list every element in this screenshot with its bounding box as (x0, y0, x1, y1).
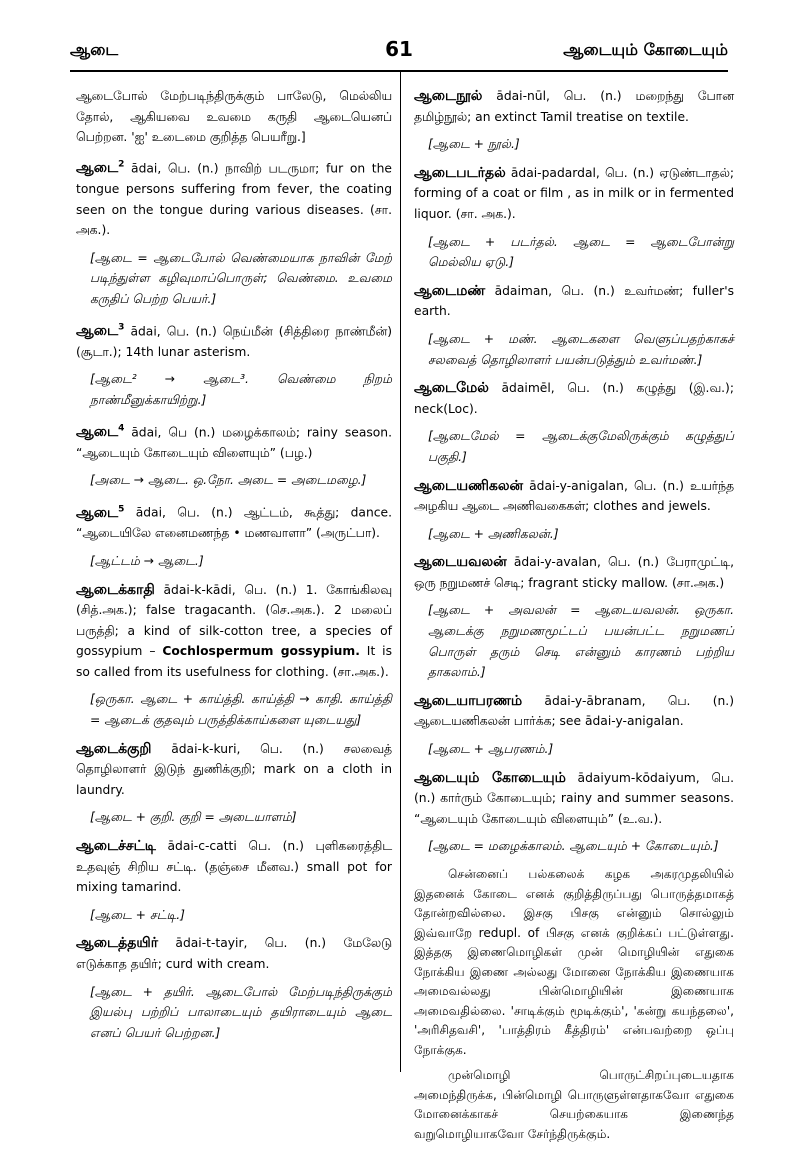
page-number: 61 (385, 37, 413, 61)
etymology-note: [ஆட்டம் → ஆடை.] (90, 553, 204, 568)
headword (414, 88, 482, 104)
headword-text: ஆடை (76, 504, 119, 521)
headword-text: ஆடைபடர்தல் (414, 164, 506, 181)
headword (76, 323, 124, 339)
dictionary-entry (414, 281, 734, 322)
etymology-note: [அடை → ஆடை. ஒ.நோ. அடை = அடைமழை.] (90, 473, 367, 488)
headword (76, 935, 158, 951)
homonym-number: 2 (118, 159, 125, 170)
right-column (414, 86, 734, 1150)
headword-text: ஆடையவலன் (414, 554, 507, 571)
etymology-note: [ஆடை = ஆடைபோல் வெண்மையாக நாவின் மேற் படிந்துள்ள கழிவுமாப்பொருள்; வெண்மை. உவமை கருதிப் பெற்ற பெயர்.] (90, 250, 392, 306)
headword (76, 838, 156, 854)
headword (76, 160, 124, 176)
dictionary-entry (414, 768, 734, 830)
etymology-note: [ஆடை + அணிகலன்.] (428, 526, 559, 541)
entry-definition: ādai-y-ābranam, பெ. (n.) ஆடையணிகலன் பார்க்க; see ādai-y-anigalan. (414, 693, 734, 729)
scientific-name: Cochlospermum gossypium. (162, 644, 360, 659)
etymology-note: [ஆடை + ஆபரணம்.] (428, 742, 554, 757)
dictionary-entry (414, 378, 734, 419)
headword (414, 380, 489, 396)
homonym-number: 3 (118, 322, 125, 333)
dictionary-entry (76, 739, 392, 801)
commentary-paragraph: சென்னைப் பல்கலைக் கழக அகரமுதலியில் இதனைக் கோடை எனக் குறித்திருப்பது பொருத்தமாகத் தோன்றவில்லை. இசகு பிசகு என்னும் சொல்லும் இவ்வாறே redupl. of பிசகு எனக் குறிக்கப் பட்டுள்ளது. இத்தகு இணைமொழிகள் முன் மொழியின் எதுகை நோக்கிய இணை அல்லது மோனை நோக்கிய இணையாக அமைவல்லது பின்மொழியின் இணையாக அமைவதில்லை. 'சாடிக்கும் மூடிக்கும்', 'கன்று கயந்தலை', 'அரிசிதவசி', 'பாத்திரம் கீத்திரம்' என்பவற்றை ஒப்பு நோக்குக. (414, 867, 734, 1057)
headword (414, 554, 507, 570)
entry-definition: ādai, பெ. (n.) நாவிற் படருமா; fur on the tongue persons suffering from fever, the coating seen on the tongue during various diseases. (சா. அக.). (76, 161, 392, 238)
headword (76, 505, 124, 521)
dictionary-entry (414, 691, 734, 732)
dictionary-entry (76, 499, 392, 544)
headword-text: ஆடைத்தயிர் (76, 935, 159, 952)
headword (76, 582, 155, 598)
headword-text: ஆடை (76, 424, 119, 441)
entry-definition: ādai, பெ. (n.) ஆட்டம், கூத்து; dance. “ஆடையிலே எனைமணந்த • மணவாளா” (அருட்பா). (76, 505, 392, 541)
dictionary-entry (76, 419, 392, 464)
headword (76, 741, 151, 757)
dictionary-entry (76, 580, 392, 683)
homonym-number: 5 (118, 504, 125, 515)
commentary-paragraph: முன்மொழி பொருட்சிறப்புடையதாக அமைந்திருக்க, பின்மொழி பொருளுள்ளதாகவோ எதுகை மோனைக்காகச் செயற்கையாக இணைந்த வறுமொழியாகவோ சேர்ந்திருக்கும். (414, 1068, 734, 1141)
etymology-note: [ஆடை² → ஆடை³. வெண்மை நிறம் நாண்மீனுக்காயிற்று.] (90, 372, 392, 408)
running-head-left: ஆடை (70, 40, 119, 59)
headword-text: ஆடை (76, 323, 119, 340)
entry-definition: ādai, பெ. (n.) நெய்மீன் (சித்திரை நாண்மீன்) (சூடா.); 14th lunar asterism. (76, 324, 392, 359)
etymology-note: [ஒருகா. ஆடை + காய்த்தி. காய்த்தி → காதி. காய்த்தி = ஆடைக் குதவும் பருத்திக்காய்களை யுடையது] (90, 692, 392, 728)
etymology-note: [ஆடை + மண். ஆடைகளை வெளுப்பதற்காகச் சலவைத் தொழிலாளர் பயன்படுத்தும் உவர்மண்.] (428, 331, 734, 367)
entry-definition: ādai-t-tayir, பெ. (n.) மேலேடு எடுக்காத தயிர்; curd with cream. (76, 936, 392, 971)
entry-definition: ādai-nūl, பெ. (n.) மறைந்து போன தமிழ்நூல்; an extinct Tamil treatise on textile. (414, 89, 734, 124)
headword-text: ஆடைக்காதி (76, 581, 155, 598)
headword (76, 424, 124, 440)
left-column (76, 86, 392, 1051)
etymology-note: [ஆடை + படர்தல். ஆடை = ஆடைபோன்று மெல்லிய ஏடு.] (428, 234, 734, 270)
header-rule (70, 70, 728, 72)
entry-definition-tail: It is so called from its usefulness for clothing. (சா.அக.). (76, 644, 392, 679)
entry-definition: ādai-padardal, பெ. (n.) ஏடுண்டாதல்; forming of a coat or film , as in milk or in fermented liquor. (சா. அக.). (414, 165, 734, 221)
etymology-note: [ஆடை + அவலன் = ஆடையவலன். ஒருகா. ஆடைக்கு நறுமணமூட்டப் பயன்பட்ட நறுமணப் பொருள் தரும் செடி என்னும் காரணம் பற்றிய தாகலாம்.] (428, 603, 734, 680)
entry-definition: ādai-k-kuri, பெ. (n.) சலவைத் தொழிலாளர் இடுந் துணிக்குறி; mark on a cloth in laundry. (76, 741, 392, 797)
dictionary-entry (414, 163, 734, 225)
entry-definition: ādaiman, பெ. (n.) உவர்மண்; fuller's earth. (414, 283, 734, 319)
entry-definition: ādai-y-avalan, பெ. (n.) பேராமுட்டி, ஒரு நறுமணச் செடி; fragrant sticky mallow. (சா.அக.) (414, 555, 734, 590)
homonym-number: 4 (118, 423, 125, 434)
headword-text: ஆடை (76, 160, 119, 177)
headword-text: ஆடைநூல் (414, 88, 483, 104)
headword-text: ஆடைமண் (414, 282, 486, 299)
etymology-note: [ஆடை + நூல்.] (428, 137, 520, 152)
dictionary-entry (76, 836, 392, 898)
dictionary-entry (76, 155, 392, 241)
entry-definition: ādaimēl, பெ. (n.) கழுத்து (இ.வ.); neck(Loc). (414, 381, 734, 416)
headword-text: ஆடைச்சட்டி (76, 838, 156, 855)
headword (414, 165, 506, 181)
dictionary-entry (414, 86, 734, 127)
headword-text: ஆடையாபரணம் (414, 692, 523, 709)
etymology-note: [ஆடைமேல் = ஆடைக்குமேலிருக்கும் கழுத்துப் பகுதி.] (428, 429, 734, 464)
headword-text: ஆடைக்குறி (76, 740, 152, 757)
entry-definition: ādai-y-anigalan, பெ. (n.) உயர்ந்த அழகிய ஆடை அணிவகைகள்; clothes and jewels. (414, 478, 734, 514)
dictionary-entry (414, 552, 734, 593)
etymology-note: [ஆடை + தயிர். ஆடைபோல் மேற்படிந்திருக்கும் இயல்பு பற்றிப் பாலாடையும் தயிராடையும் ஆடை எனப் பெயர் பெற்றன.] (90, 984, 392, 1040)
headword (414, 478, 523, 494)
headword (414, 770, 566, 786)
continued-text: ஆடைபோல் மேற்படிந்திருக்கும் பாலேடு, மெல்லிய தோல், ஆகியவை உவமை கருதி ஆடையெனப் பெற்றன. 'ஐ' உடைமை குறித்த பெயரீறு.] (76, 89, 392, 145)
dictionary-entry (414, 476, 734, 517)
etymology-note: [ஆடை = மழைக்காலம். ஆடையும் + கோடையும்.] (428, 839, 719, 854)
entry-definition: ādai-c-catti பெ. (n.) புளிகரைத்திட உதவுஞ் சிறிய சட்டி. (தஞ்சை மீனவ.) small pot for mixing tamarind. (76, 839, 392, 895)
running-head-right: ஆடையும் கோடையும் (563, 40, 728, 59)
etymology-note: [ஆடை + குறி. குறி = அடையாளம்] (90, 810, 297, 825)
dictionary-entry (76, 933, 392, 974)
etymology-note: [ஆடை + சட்டி.] (90, 907, 185, 922)
headword-text: ஆடையும் கோடையும் (414, 769, 566, 786)
entry-definition: ādai-k-kādi, பெ. (n.) 1. கோங்கிலவு (சித்.அக.); false tragacanth. (செ.அக.). 2 மலைப் பருத்தி; a kind of silk-cotton tree, a species of gossypium – (76, 582, 392, 659)
headword-text: ஆடைமேல் (414, 380, 489, 397)
headword (414, 693, 522, 709)
column-divider (400, 72, 401, 1072)
headword-text: ஆடையணிகலன் (414, 477, 524, 494)
entry-definition: ādaiyum-kōdaiyum, பெ. (n.) கார்ரும் கோடையும்; rainy and summer seasons. “ஆடையும் கோடையும் விளையும்” (உ.வ.). (414, 770, 734, 826)
page-header (70, 37, 728, 68)
entry-definition: ādai, பெ (n.) மழைக்காலம்; rainy season. “ஆடையும் கோடையும் விளையும்” (பழ.) (76, 425, 392, 460)
dictionary-entry (76, 318, 392, 363)
headword (414, 283, 485, 299)
